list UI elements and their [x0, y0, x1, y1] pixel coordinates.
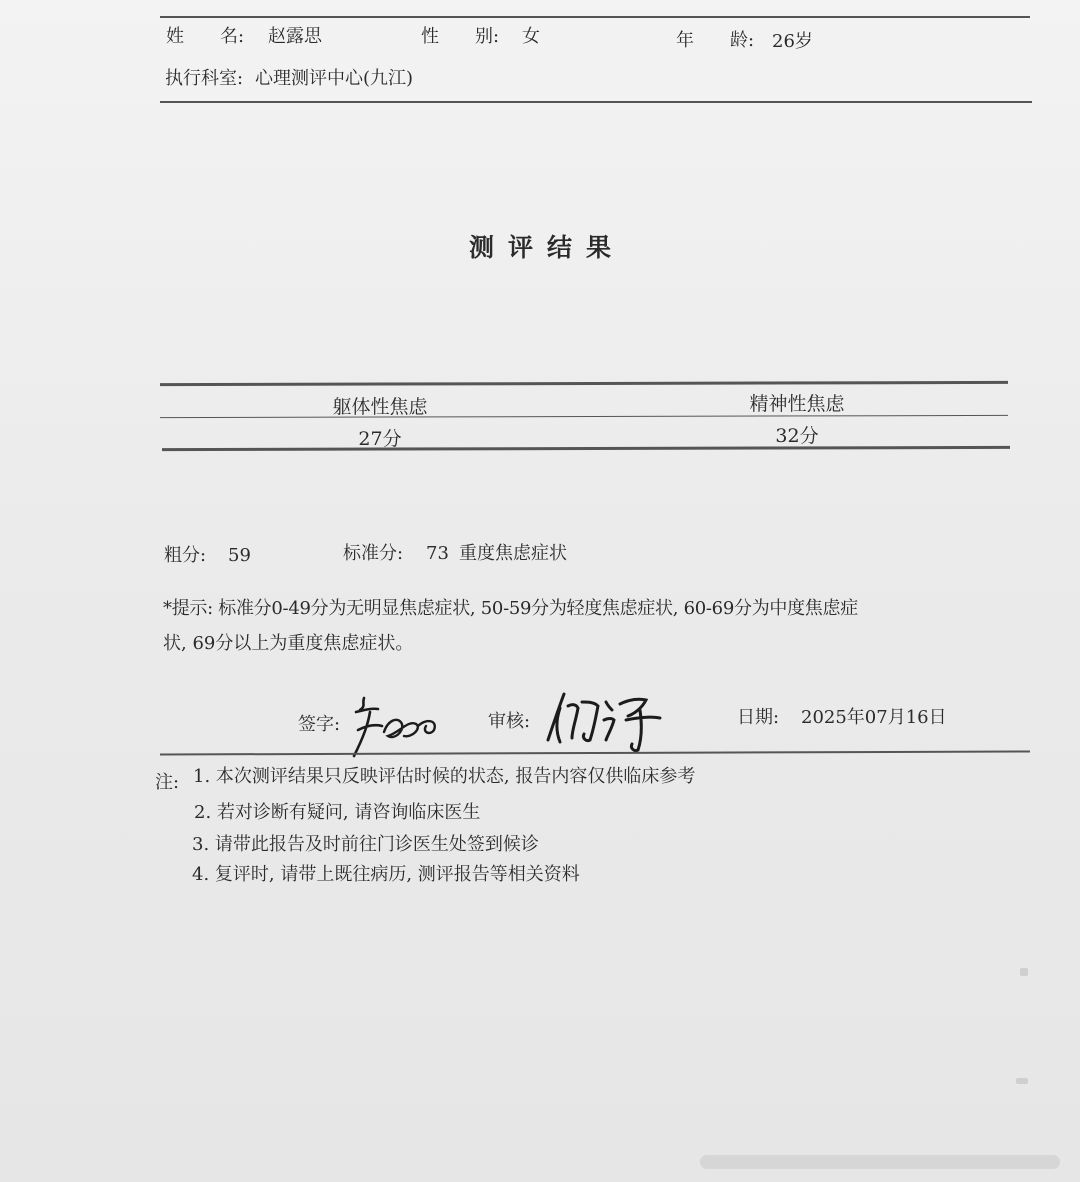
table-header-somatic: 躯体性焦虑: [332, 396, 428, 418]
gender-label: 性 别:: [421, 26, 500, 47]
name-label: 姓 名:: [166, 26, 245, 47]
dept-label: 执行科室:: [165, 68, 244, 89]
table-value-somatic: 27分: [358, 428, 402, 450]
anxiety-level: 重度焦虑症状: [459, 543, 567, 564]
raw-score-value: 59: [228, 545, 251, 566]
standard-score-label: 标准分:: [343, 543, 404, 564]
gender-value: 女: [522, 26, 540, 47]
dept-value: 心理测评中心(九江): [255, 68, 414, 89]
name-value: 赵露思: [268, 26, 322, 47]
header-bottom-rule: [160, 101, 1032, 103]
hint-line-1: *提示: 标准分0-49分为无明显焦虑症状, 50-59分为轻度焦虑症状, 60-69分为中度焦虑症: [163, 598, 858, 619]
date-label: 日期:: [737, 707, 780, 728]
header-top-rule: [160, 16, 1030, 18]
table-value-psychic: 32分: [775, 425, 819, 447]
note-item-1: 1. 本次测评结果只反映评估时候的状态, 报告内容仅供临床参考: [193, 766, 696, 787]
binder-mark-top: [1020, 968, 1028, 976]
notes-prefix: 注:: [155, 772, 180, 793]
age-label: 年 龄:: [676, 30, 755, 51]
binder-mark-bottom: [1016, 1078, 1028, 1084]
date-value: 2025年07月16日: [801, 707, 947, 728]
hint-line-2: 状, 69分以上为重度焦虑症状。: [163, 633, 414, 654]
footer-bar: [700, 1147, 1060, 1177]
table-top-rule: [160, 381, 1008, 386]
raw-score-label: 粗分:: [164, 545, 207, 566]
sign-label: 签字:: [298, 714, 341, 735]
review-label: 审核:: [488, 711, 531, 732]
standard-score-value: 73: [426, 543, 449, 564]
age-value: 26岁: [772, 31, 813, 52]
note-item-3: 3. 请带此报告及时前往门诊医生处签到候诊: [192, 834, 539, 855]
note-item-4: 4. 复评时, 请带上既往病历, 测评报告等相关资料: [192, 864, 580, 885]
report-title: 测评结果: [468, 233, 625, 262]
table-header-psychic: 精神性焦虑: [749, 393, 845, 415]
note-item-2: 2. 若对诊断有疑问, 请咨询临床医生: [194, 802, 481, 823]
reviewer-signature: [542, 680, 687, 760]
